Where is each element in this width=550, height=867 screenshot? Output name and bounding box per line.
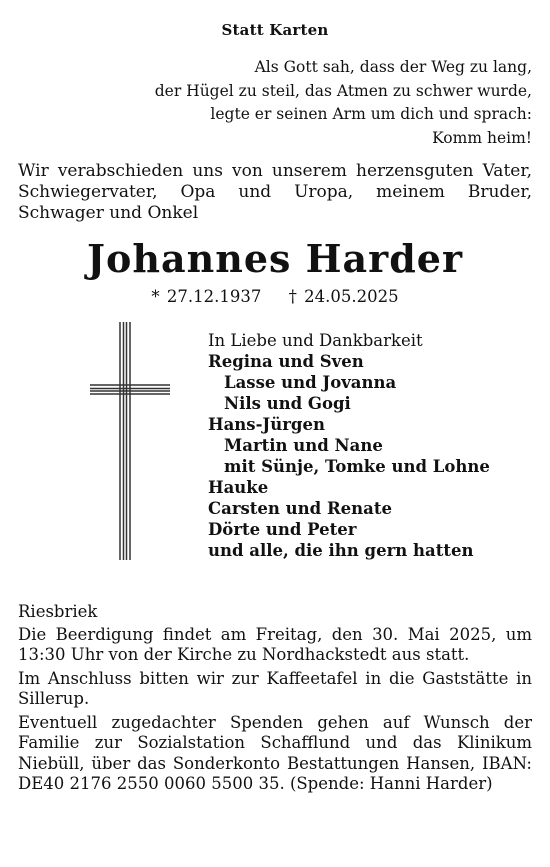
- poem: [155, 56, 532, 150]
- intro-text: Wir verabschieden uns von unserem herzensguten Vater, Schwiegervater, Opa und Uropa, meinem Bruder, Schwager und Onkel: [18, 161, 532, 223]
- death-date: † 24.05.2025: [288, 287, 399, 306]
- coffee-info: Im Anschluss bitten wir zur Kaffeetafel in die Gaststätte in Sillerup.: [18, 668, 532, 708]
- mourner-line: Carsten und Renate: [208, 499, 392, 518]
- mourners-list: [208, 330, 490, 561]
- mourner-line: Dörte und Peter: [208, 520, 357, 539]
- poem-line-1: Als Gott sah, dass der Weg zu lang,: [254, 58, 532, 76]
- mourners-intro: In Liebe und Dankbarkeit: [208, 331, 423, 350]
- mourner-line: Lasse und Jovanna: [224, 373, 397, 392]
- poem-line-4: Komm heim!: [432, 128, 532, 147]
- mourner-line: und alle, die ihn gern hatten: [208, 541, 474, 560]
- notice-heading: Statt Karten: [221, 21, 329, 39]
- deceased-name: Johannes Harder: [87, 236, 463, 281]
- mourner-line: Regina und Sven: [208, 352, 364, 371]
- mourner-line: Hauke: [208, 478, 269, 497]
- donation-info: Eventuell zugedachter Spenden gehen auf Wunsch der Familie zur Sozialstation Schafflund und das Klinikum Niebüll, über das Sonderkonto Bestattungen Hansen, IBAN: DE40 2176 2550 0060 5500 35. (Spende: Hanni Harder): [18, 712, 532, 793]
- poem-line-2: der Hügel zu steil, das Atmen zu schwer wurde,: [154, 81, 532, 100]
- mourner-line: Nils und Gogi: [224, 394, 351, 413]
- mourner-line: Hans-Jürgen: [208, 415, 325, 434]
- life-dates: [0, 287, 550, 306]
- funeral-info: Die Beerdigung findet am Freitag, den 30. Mai 2025, um 13:30 Uhr von der Kirche zu Nordhackstedt aus statt.: [18, 624, 532, 664]
- poem-line-3: legte er seinen Arm um dich und sprach:: [210, 105, 532, 123]
- birth-date: * 27.12.1937: [151, 287, 262, 306]
- latin-cross-icon: [90, 322, 170, 564]
- funeral-details: [18, 602, 532, 798]
- mourner-line: Martin und Nane: [224, 436, 383, 455]
- place-name: Riesbriek: [18, 602, 98, 621]
- mourner-line: mit Sünje, Tomke und Lohne: [224, 457, 490, 476]
